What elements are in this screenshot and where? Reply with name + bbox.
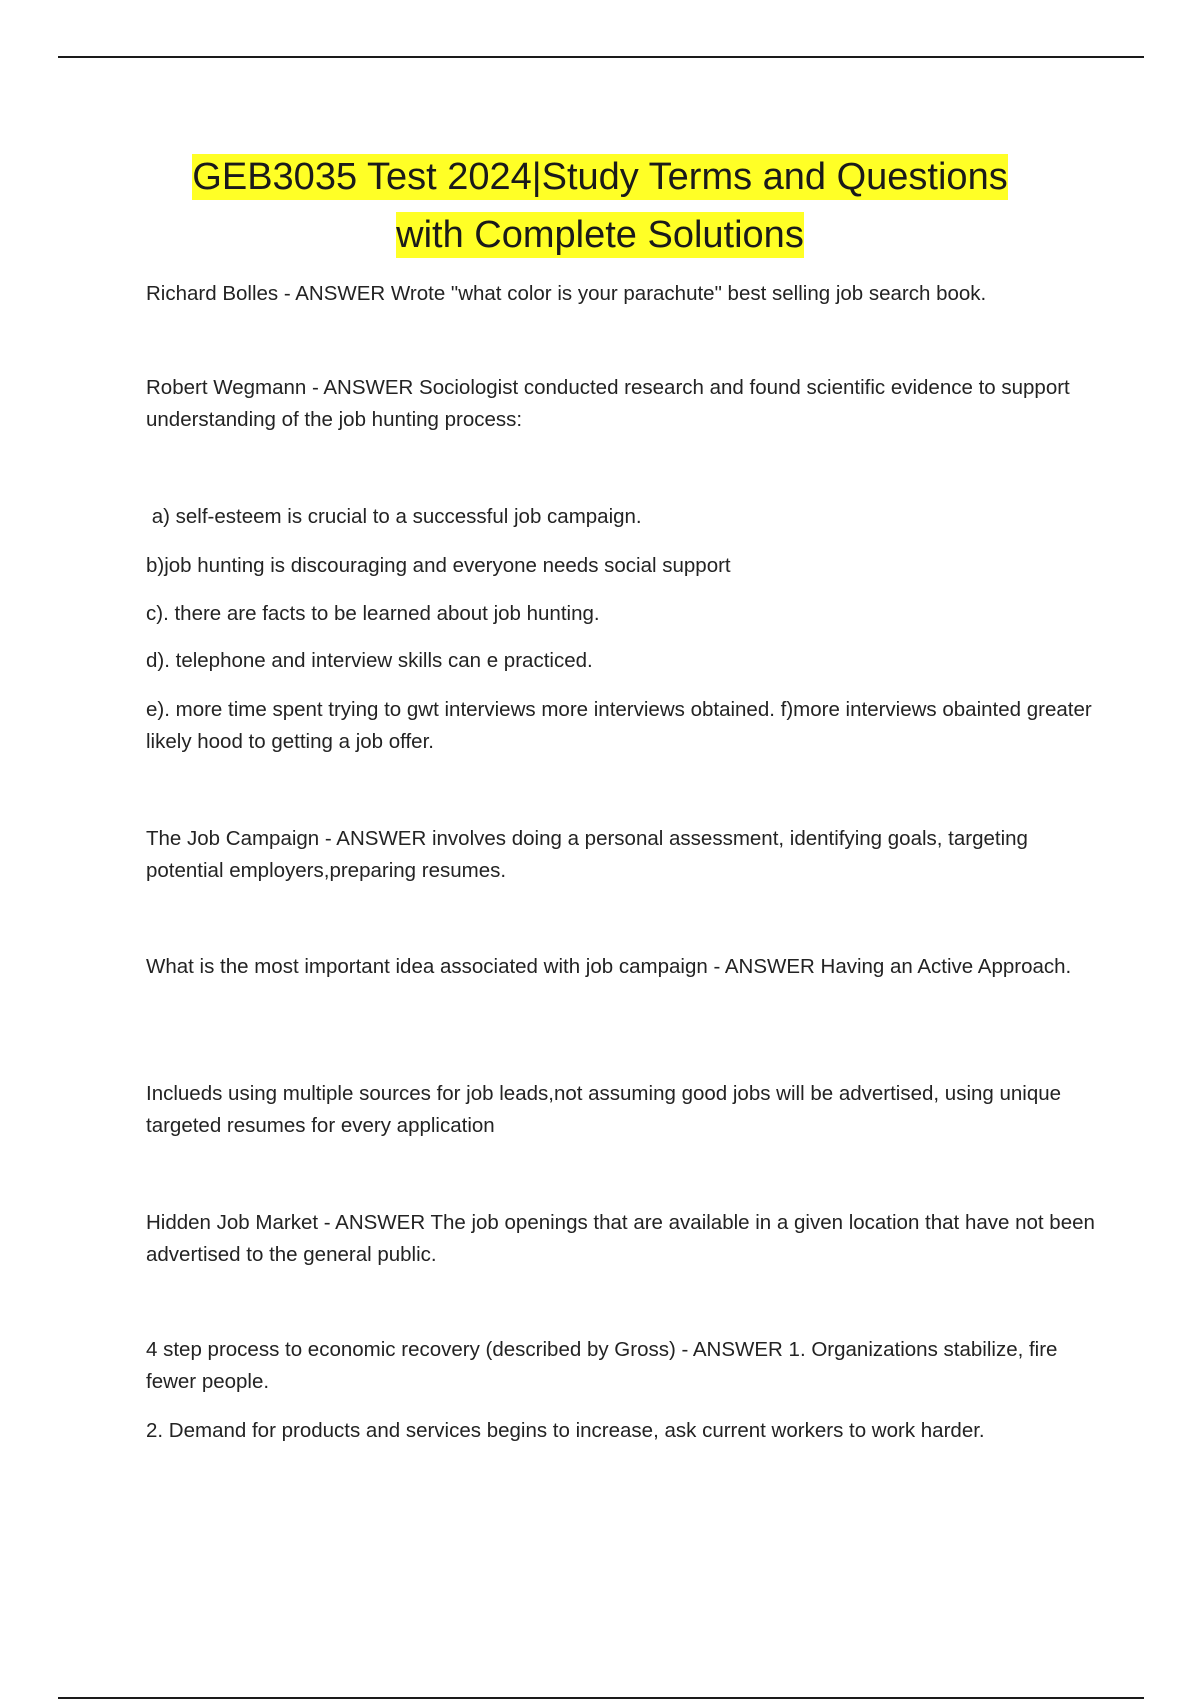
title-line-2: with Complete Solutions: [396, 214, 804, 256]
paragraph-robert-wegmann: Robert Wegmann - ANSWER Sociologist conducted research and found scientific evidence to support understanding of the job hunting process:: [146, 376, 1070, 431]
paragraph-hidden-job-market: Hidden Job Market - ANSWER The job openings that are available in a given location that have not been advertised to the general public.: [146, 1211, 1095, 1266]
paragraph-step-2: 2. Demand for products and services begins to increase, ask current workers to work harder.: [146, 1419, 985, 1442]
list-item-b: b)job hunting is discouraging and everyone needs social support: [146, 554, 731, 577]
document-title: [100, 148, 1100, 264]
paragraph-important-idea: What is the most important idea associated with job campaign - ANSWER Having an Active Approach.: [146, 955, 1072, 978]
paragraph-richard-bolles: Richard Bolles - ANSWER Wrote "what color is your parachute" best selling job search book.: [146, 282, 987, 305]
paragraph-economic-recovery: 4 step process to economic recovery (described by Gross) - ANSWER 1. Organizations stabilize, fire fewer people.: [146, 1338, 1058, 1393]
title-line-1: GEB3035 Test 2024|Study Terms and Questions: [192, 156, 1008, 198]
paragraph-includes: Inclueds using multiple sources for job leads,not assuming good jobs will be advertised, using unique targeted resumes for every application: [146, 1082, 1062, 1137]
list-item-e-f: e). more time spent trying to gwt interviews more interviews obtained. f)more interviews obainted greater likely hood to getting a job offer.: [146, 698, 1092, 753]
list-item-c: c). there are facts to be learned about job hunting.: [146, 602, 600, 625]
list-item-a: a) self-esteem is crucial to a successful job campaign.: [146, 505, 642, 528]
top-rule: [58, 56, 1144, 58]
paragraph-job-campaign: The Job Campaign - ANSWER involves doing a personal assessment, identifying goals, targeting potential employers,preparing resumes.: [146, 827, 1028, 882]
bottom-rule: [58, 1697, 1144, 1699]
list-item-d: d). telephone and interview skills can e practiced.: [146, 649, 593, 672]
